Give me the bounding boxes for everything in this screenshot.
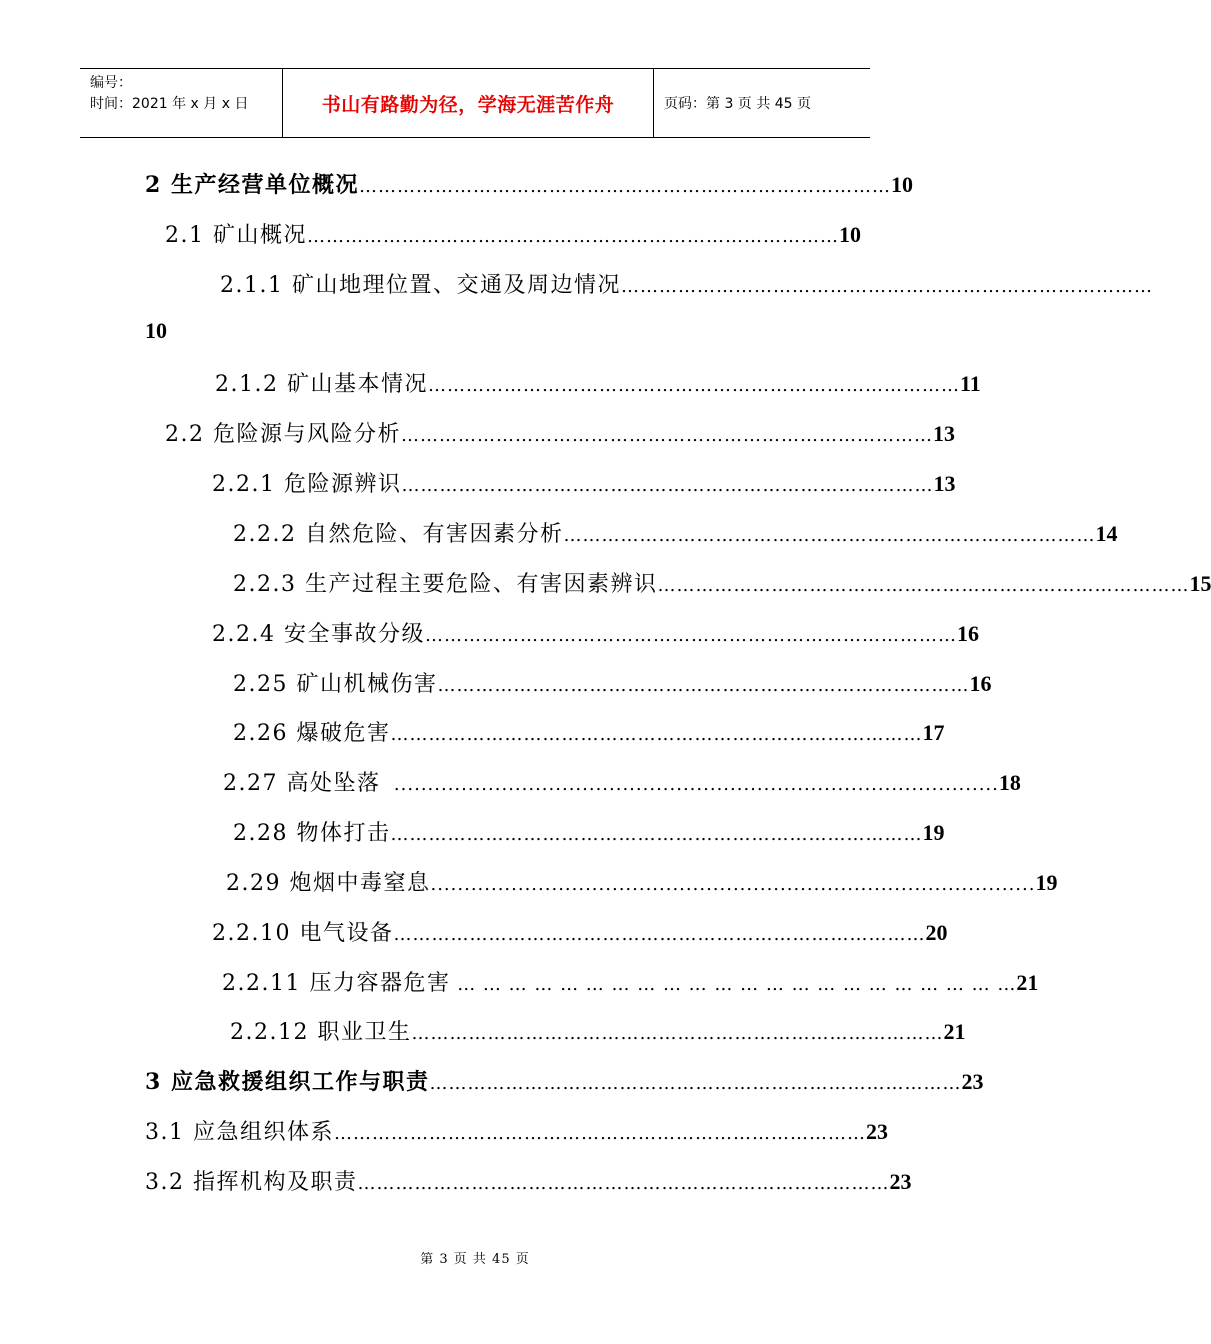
toc-leader: ………………………………………………………………………… [427, 375, 960, 396]
toc-entry[interactable] [230, 1015, 966, 1047]
toc-title: 2.1 矿山概况 [165, 223, 307, 248]
toc-page: 13 [933, 471, 956, 496]
toc-page: 21 [943, 1019, 966, 1044]
toc-page: 16 [969, 671, 992, 696]
toc-title: 2.28 物体打击 [233, 821, 391, 846]
toc-entry[interactable] [226, 866, 1058, 898]
toc-title: 2.2.12 职业卫生 [230, 1020, 412, 1045]
toc-leader: ………………………………………………………………………… [357, 1173, 890, 1194]
toc-title: 2.29 炮烟中毒窒息 [226, 871, 431, 896]
toc-title: 2.26 爆破危害 [233, 721, 391, 746]
toc-entry[interactable] [145, 1115, 888, 1147]
toc-page: 19 [922, 820, 945, 845]
toc-leader: ………………………………………………………………………… [429, 1073, 962, 1094]
toc-leader: ………………………………………………………………………… [390, 824, 923, 845]
toc-leader: .......................................................................................... [430, 874, 1036, 895]
toc-leader: ………………………………………………………………………… [563, 525, 1096, 546]
toc-page: 14 [1095, 521, 1118, 546]
toc-entry[interactable] [212, 916, 948, 948]
motto-text: 书山有路勤为径，学海无涯苦作舟 [321, 93, 615, 116]
toc-title: 2.27 高处坠落 [223, 771, 381, 796]
toc-entry[interactable] [212, 617, 979, 649]
toc-entry[interactable] [233, 567, 1211, 599]
toc-entry[interactable] [233, 517, 1118, 549]
toc-page: 19 [1035, 870, 1058, 895]
toc-entry[interactable] [220, 268, 1153, 300]
toc-title: 2.2.3 生产过程主要危险、有害因素辨识 [233, 572, 658, 597]
toc-leader: ………………………………………………………………………… [390, 724, 923, 745]
toc-title: 2.2.11 压力容器危害 [222, 971, 451, 996]
toc-leader: ………………………………………………………………………… [333, 1123, 866, 1144]
toc-page: 10 [838, 222, 861, 247]
toc-title: 2.2.4 安全事故分级 [212, 622, 425, 647]
toc-page: 21 [1016, 970, 1039, 995]
toc-leader: ………………………………………………………………………… [401, 475, 934, 496]
toc-title: 3.2 指挥机构及职责 [145, 1170, 358, 1195]
header-page-info: 页码：第 3 页 共 45 页 [664, 96, 811, 112]
toc-page: 20 [925, 920, 948, 945]
toc-leader: … … … … … … … … … … … … … … … … … … … … … … [450, 974, 1017, 995]
toc-entry[interactable] [145, 1165, 912, 1197]
toc-title: 3 应急救援组织工作与职责 [145, 1069, 430, 1095]
toc-leader: ………………………………………………………………………… [657, 575, 1190, 596]
toc-entry[interactable] [233, 716, 945, 748]
toc-page: 18 [998, 770, 1021, 795]
toc-leader: ………………………………………………………………………… [424, 625, 957, 646]
toc-entry[interactable] [145, 1065, 984, 1097]
toc-leader: ………………………………………………………………………… [358, 176, 891, 197]
toc-title: 2.1.1 矿山地理位置、交通及周边情况 [220, 273, 621, 298]
toc-page: 23 [889, 1169, 912, 1194]
toc-page: 23 [865, 1119, 888, 1144]
toc-title: 2.1.2 矿山基本情况 [215, 372, 428, 397]
number-label: 编号： [90, 75, 132, 91]
toc-page: 11 [959, 371, 981, 396]
page-footer: 第 3 页 共 45 页 [420, 1252, 530, 1267]
toc-page: 13 [932, 421, 955, 446]
toc-entry[interactable] [222, 966, 1039, 998]
toc-entry[interactable] [215, 367, 981, 399]
toc-title: 2.25 矿山机械伤害 [233, 672, 438, 697]
toc-title: 2.2.10 电气设备 [212, 921, 394, 946]
toc-title: 2.2.1 危险源辨识 [212, 472, 402, 497]
toc-page: 17 [922, 720, 945, 745]
toc-entry[interactable] [145, 168, 913, 200]
toc-page: 16 [956, 621, 979, 646]
toc-title: 2 生产经营单位概况 [145, 172, 359, 198]
toc-leader: ………………………………………………………………………… [306, 226, 839, 247]
toc-entry[interactable] [233, 667, 992, 699]
toc-page-wrapped: 10 [145, 318, 167, 343]
toc-page: 23 [961, 1069, 984, 1094]
toc-page: 10 [890, 172, 913, 197]
toc-title: 3.1 应急组织体系 [145, 1120, 334, 1145]
toc-entry[interactable] [165, 218, 861, 250]
toc-title: 2.2.2 自然危险、有害因素分析 [233, 522, 564, 547]
toc-leader: ………………………………………………………………………… [620, 276, 1153, 297]
toc-leader: ………………………………………………………………………… [411, 1023, 944, 1044]
toc-page: 15 [1189, 571, 1211, 596]
toc-leader: .......................................................................................... [380, 774, 999, 795]
toc-entry[interactable] [212, 467, 956, 499]
toc-entry[interactable] [233, 816, 945, 848]
toc-leader: ………………………………………………………………………… [393, 924, 926, 945]
toc-title: 2.2 危险源与风险分析 [165, 422, 401, 447]
toc-leader: ………………………………………………………………………… [437, 675, 970, 696]
toc-entry[interactable] [165, 417, 955, 449]
toc-entry[interactable] [223, 766, 1021, 798]
date-label: 时间：2021 年 x 月 x 日 [90, 96, 249, 112]
toc-leader: ………………………………………………………………………… [400, 425, 933, 446]
